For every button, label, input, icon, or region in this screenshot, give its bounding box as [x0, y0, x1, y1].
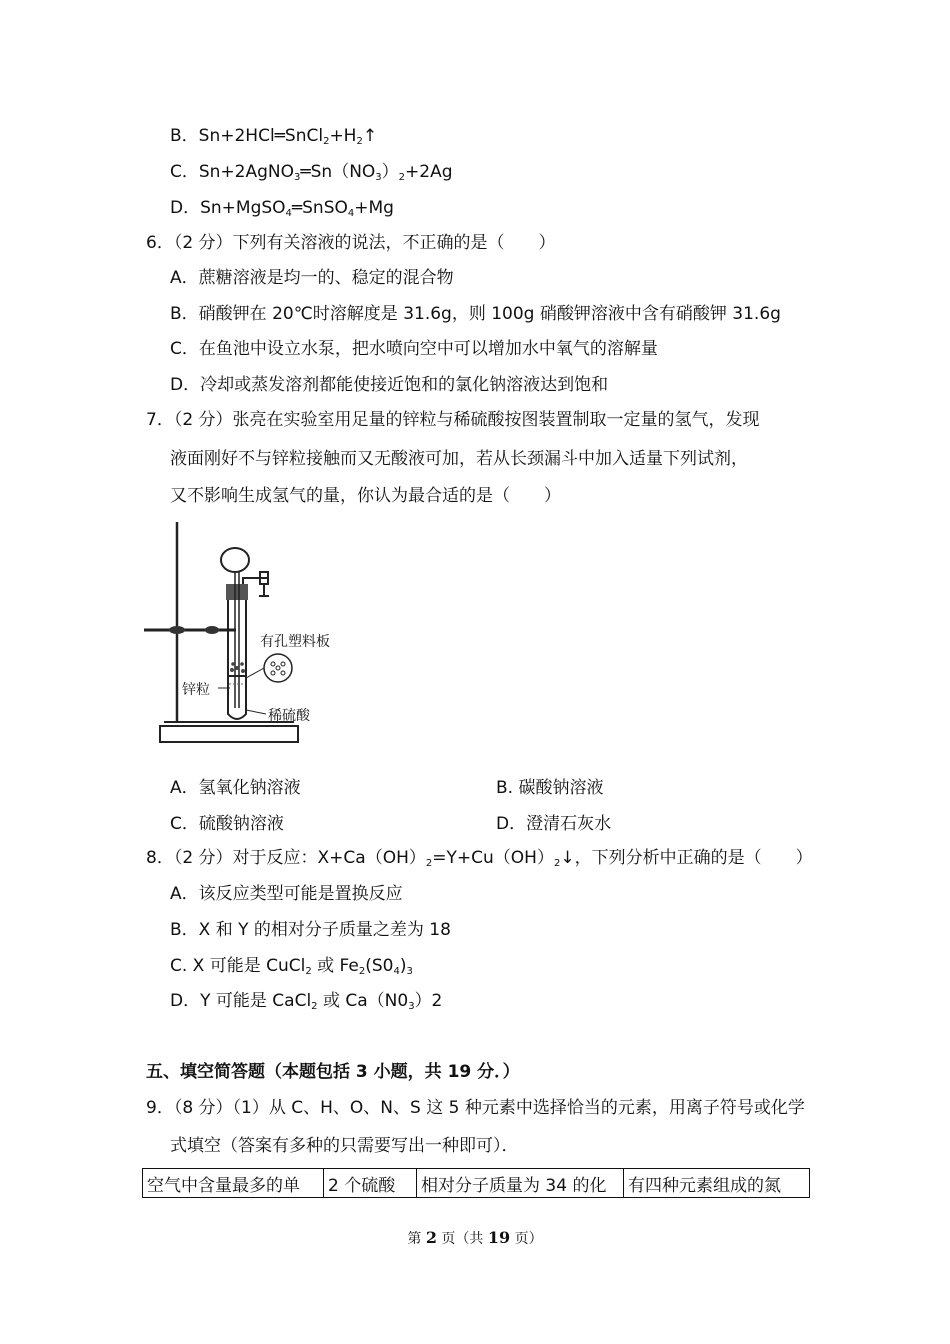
- table-cell: 空气中含量最多的单: [143, 1169, 324, 1198]
- q8-option-a: A．该反应类型可能是置换反应: [170, 884, 403, 904]
- q7-option-a: A．氢氧化钠溶液: [170, 778, 301, 798]
- q7-option-d: D．澄清石灰水: [496, 814, 612, 834]
- q5-option-d: D．Sn+MgSO$_4$═SnSO$_4$+Mg: [170, 198, 394, 219]
- table-cell: 有四种元素组成的氮: [624, 1169, 810, 1198]
- page-footer: 第 2 页（共 19 页）: [407, 1228, 543, 1247]
- q9-stem-line1: 9．（8 分）（1）从 C、H、O、N、S 这 5 种元素中选择恰当的元素，用离子符号或化学: [146, 1098, 805, 1118]
- q7-option-c: C．硫酸钠溶液: [170, 814, 284, 834]
- label-acid: 稀硫酸: [268, 708, 310, 724]
- q6-option-c: C．在鱼池中设立水泵，把水喷向空中可以增加水中氧气的溶解量: [170, 339, 658, 359]
- q6-option-b: B．硝酸钾在 20℃时溶解度是 31.6g，则 100g 硝酸钾溶液中含有硝酸钾 31.6g: [170, 304, 781, 324]
- q9-stem-line2: 式填空（答案有多种的只需要写出一种即可）．: [170, 1136, 519, 1156]
- q8-option-c: C. X 可能是 CuCl$_2$ 或 $Fe_2(S0_4)_3$: [170, 956, 413, 977]
- apparatus-figure: [140, 518, 360, 750]
- q5-option-c: C．$Sn+2AgNO_3═Sn(NO_3)_2+2Ag$: [170, 162, 453, 183]
- q8-option-b: B．X 和 Y 的相对分子质量之差为 18: [170, 920, 451, 940]
- q6-option-d: D．冷却或蒸发溶剂都能使接近饱和的氯化钠溶液达到饱和: [170, 375, 609, 395]
- q7-stem-line1: 7．（2 分）张亮在实验室用足量的锌粒与稀硫酸按图装置制取一定量的氢气，发现: [146, 410, 760, 430]
- q8-option-d: D．Y 可能是 CaCl$_2$ 或 $Ca(N0_3)2$: [170, 991, 443, 1012]
- q8-stem: 8．（2 分）对于反应：$X+Ca(OH)_2=Y+Cu(OH)_2↓$，下列分析中正确的是（ ）: [146, 848, 813, 869]
- section-title: 五、填空简答题（本题包括 3 小题，共 19 分．）: [146, 1062, 520, 1082]
- hydrogen-generator-diagram: [140, 518, 360, 750]
- table-row: [143, 1169, 810, 1198]
- q6-option-a: A．蔗糖溶液是均一的、稳定的混合物: [170, 268, 454, 288]
- q6-stem: 6．（2 分）下列有关溶液的说法，不正确的是（ ）: [146, 233, 556, 253]
- label-plate: 有孔塑料板: [260, 634, 330, 650]
- table-cell: 2 个硫酸: [324, 1169, 417, 1198]
- q5-option-b: B．$Sn+2HCl═SnCl_2+H_2↑$: [170, 126, 378, 147]
- q7-option-b: B. 碳酸钠溶液: [496, 778, 604, 798]
- answer-table: [142, 1168, 810, 1198]
- table-cell: 相对分子质量为 34 的化: [417, 1169, 624, 1198]
- label-zinc: 锌粒: [182, 682, 210, 698]
- q7-stem-line3: 又不影响生成氢气的量，你认为最合适的是（ ）: [170, 486, 561, 506]
- q7-stem-line2: 液面刚好不与锌粒接触而又无酸液可加，若从长颈漏斗中加入适量下列试剂，: [170, 449, 748, 469]
